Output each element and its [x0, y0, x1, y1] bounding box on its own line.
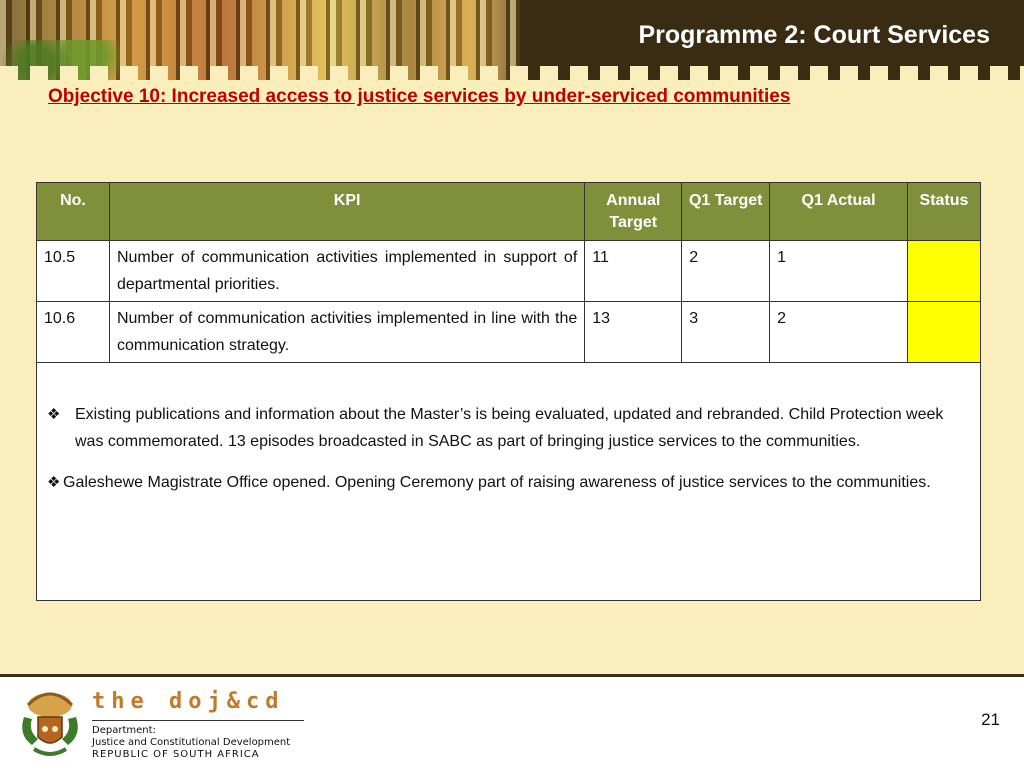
brand-divider	[92, 720, 304, 721]
objective-heading: Objective 10: Increased access to justice services by under-serviced communities	[48, 86, 791, 107]
notes-row	[37, 363, 981, 601]
cell-no: 10.6	[37, 302, 110, 363]
cell-no: 10.5	[37, 241, 110, 302]
slide-title: Programme 2: Court Services	[638, 21, 990, 49]
dept-line: Department:	[92, 725, 156, 736]
cell-kpi: Number of communication activities implemented in line with the communication strategy.	[109, 302, 584, 363]
page-number: 21	[981, 710, 1000, 729]
diamond-bullet-icon: ❖	[47, 474, 61, 491]
footer	[0, 674, 1024, 771]
table-row	[37, 241, 981, 302]
cell-q1-target: 3	[682, 302, 770, 363]
notes-cell	[37, 363, 981, 601]
column-header-q1-actual: Q1 Actual	[770, 183, 908, 241]
cell-q1-target: 2	[682, 241, 770, 302]
column-header-annual-target: Annual Target	[585, 183, 682, 241]
cell-status	[908, 302, 981, 363]
note-item	[47, 401, 970, 455]
note-text: Galeshewe Magistrate Office opened. Opening Ceremony part of raising awareness of justice services to the communities.	[63, 474, 931, 491]
column-header-no: No.	[37, 183, 110, 241]
coat-of-arms-icon	[18, 683, 82, 763]
department-block	[92, 725, 290, 761]
cell-annual-target: 11	[585, 241, 682, 302]
dept-line: REPUBLIC OF SOUTH AFRICA	[92, 749, 260, 760]
column-header-kpi: KPI	[109, 183, 584, 241]
cell-status	[908, 241, 981, 302]
table-header-row	[37, 183, 981, 241]
note-text: Existing publications and information about the Master’s is being evaluated, updated and rebranded. Child Protection week was commemorated. 13 episodes broadcasted in SABC as part of bringing justice services to the communities.	[75, 406, 944, 450]
cell-annual-target: 13	[585, 302, 682, 363]
kpi-table	[36, 182, 981, 601]
cell-q1-actual: 2	[770, 302, 908, 363]
brand-wordmark: the doj&cd	[92, 689, 285, 714]
column-header-status: Status	[908, 183, 981, 241]
dept-line: Justice and Constitutional Development	[92, 737, 291, 748]
note-item	[47, 469, 970, 496]
cell-q1-actual: 1	[770, 241, 908, 302]
diamond-bullet-icon: ❖	[47, 406, 61, 423]
column-header-q1-target: Q1 Target	[682, 183, 770, 241]
cell-kpi: Number of communication activities implemented in support of departmental priorities.	[109, 241, 584, 302]
table-row	[37, 302, 981, 363]
banner-crenellation	[0, 66, 1024, 80]
